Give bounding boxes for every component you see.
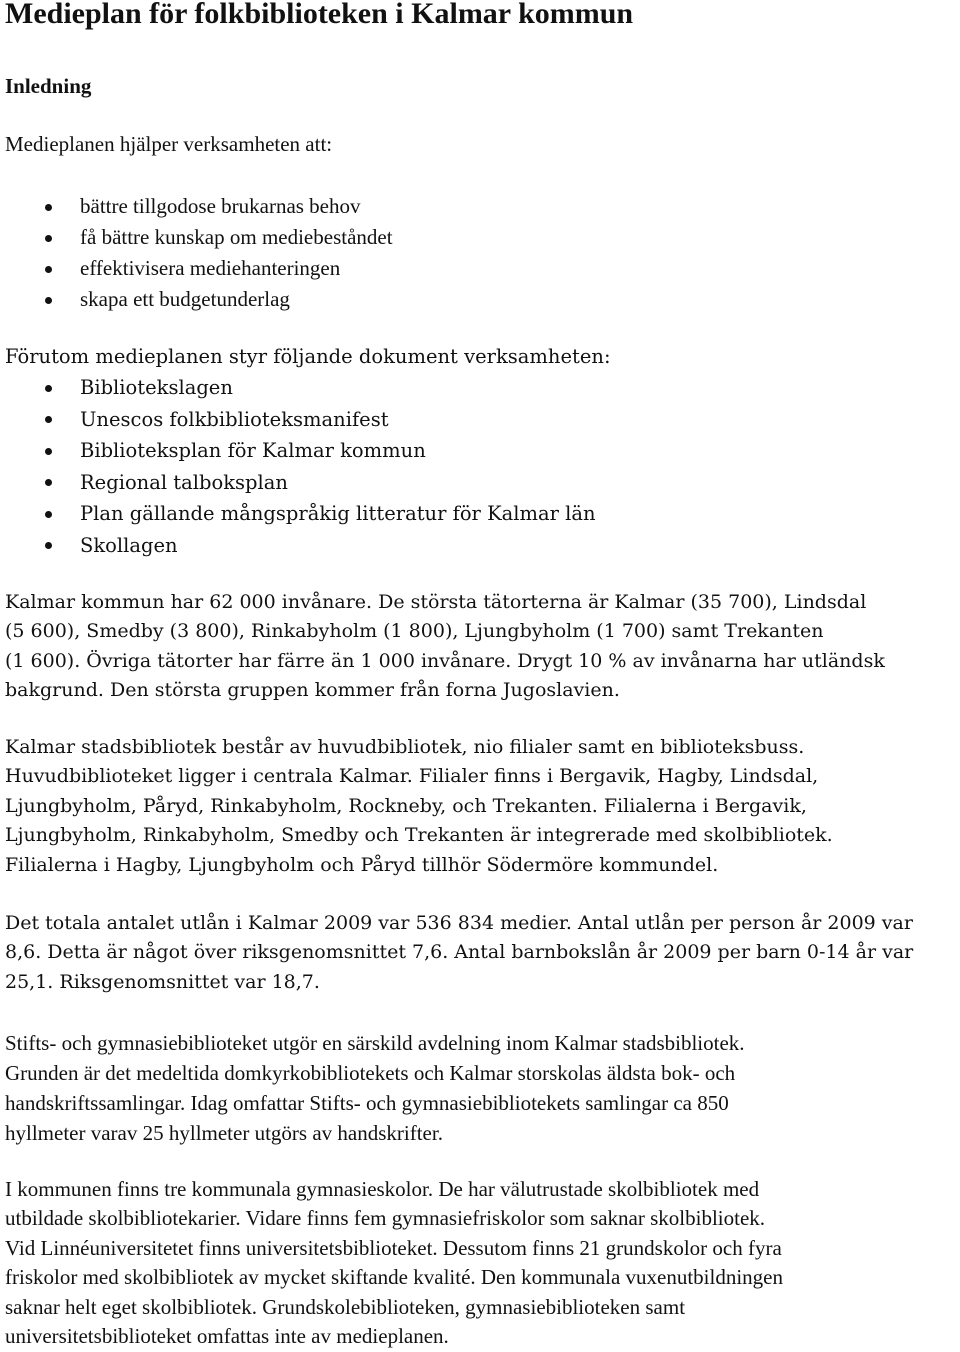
list-item bbox=[5, 435, 596, 467]
bullet-icon bbox=[45, 416, 52, 423]
paragraph-school-libraries bbox=[5, 1175, 960, 1351]
list-item bbox=[5, 467, 596, 499]
list-item-text: Biblioteksplan för Kalmar kommun bbox=[80, 439, 426, 462]
intro-paragraph: Medieplanen hjälper verksamheten att: bbox=[5, 132, 333, 156]
text-line: saknar helt eget skolbibliotek. Grundskolebiblioteken, gymnasiebiblioteken samt bbox=[5, 1294, 686, 1319]
text-line: Vid Linnéuniversitetet finns universitetsbiblioteket. Dessutom finns 21 grundskolor och fyra bbox=[5, 1235, 782, 1260]
steering-intro: Förutom medieplanen styr följande dokument verksamheten: bbox=[5, 345, 611, 368]
text-line: universitetsbiblioteket omfattas inte av medieplanen. bbox=[5, 1324, 449, 1349]
text-line: Ljungbyholm, Påryd, Rinkabyholm, Rockneby, och Trekanten. Filialerna i Bergavik, bbox=[5, 794, 807, 817]
list-item bbox=[5, 222, 393, 253]
text-line: handskriftssamlingar. Idag omfattar Stifts- och gymnasiebibliotekets samlingar ca 850 bbox=[5, 1091, 729, 1115]
text-line: Det totala antalet utlån i Kalmar 2009 var 536 834 medier. Antal utlån per person år 2009 var bbox=[5, 912, 913, 934]
bullet-icon bbox=[45, 204, 52, 211]
bullet-icon bbox=[45, 385, 52, 392]
text-line: Ljungbyholm, Rinkabyholm, Smedby och Trekanten är integrerade med skolbibliotek. bbox=[5, 824, 833, 847]
text-line: 25,1. Riksgenomsnittet var 18,7. bbox=[5, 970, 320, 993]
list-item bbox=[5, 253, 393, 284]
bullet-icon bbox=[45, 479, 52, 486]
list-item-text: effektivisera mediehanteringen bbox=[80, 256, 341, 280]
text-line: hyllmeter varav 25 hyllmeter utgörs av handskrifter. bbox=[5, 1121, 443, 1145]
section-heading: Inledning bbox=[5, 74, 92, 98]
list-item-text: Bibliotekslagen bbox=[80, 376, 233, 399]
text-line: I kommunen finns tre kommunala gymnasieskolor. De har välutrustade skolbibliotek med bbox=[5, 1177, 760, 1201]
list-item bbox=[5, 498, 596, 530]
list-item-text: få bättre kunskap om mediebeståndet bbox=[80, 225, 393, 249]
text-line: (1 600). Övriga tätorter har färre än 1 000 invånare. Drygt 10 % av invånarna har utländsk bbox=[5, 649, 885, 672]
goals-list bbox=[5, 191, 393, 315]
bullet-icon bbox=[45, 448, 52, 455]
bullet-icon bbox=[45, 511, 52, 518]
list-item bbox=[5, 530, 596, 562]
text-line: Stifts- och gymnasiebiblioteket utgör en särskild avdelning inom Kalmar stadsbibliotek. bbox=[5, 1031, 745, 1055]
list-item-text: skapa ett budgetunderlag bbox=[80, 287, 290, 311]
text-line: friskolor med skolbibliotek av mycket skiftande kvalité. Den kommunala vuxenutbildningen bbox=[5, 1265, 784, 1290]
text-line: Filialerna i Hagby, Ljungbyholm och Påryd tillhör Södermöre kommundel. bbox=[5, 853, 719, 876]
list-item-text: bättre tillgodose brukarnas behov bbox=[80, 194, 361, 218]
list-item-text: Skollagen bbox=[80, 533, 178, 557]
list-item bbox=[5, 372, 596, 404]
list-item-text: Plan gällande mångspråkig litteratur för Kalmar län bbox=[80, 502, 596, 525]
steering-docs-list bbox=[5, 372, 596, 561]
text-line: 8,6. Detta är något över riksgenomsnittet 7,6. Antal barnbokslån år 2009 per barn 0-14 år var bbox=[5, 941, 914, 964]
list-item-text: Regional talboksplan bbox=[80, 470, 288, 494]
paragraph-loan-statistics bbox=[5, 909, 960, 997]
text-line: Huvudbiblioteket ligger i centrala Kalmar. Filialer finns i Bergavik, Hagby, Lindsdal, bbox=[5, 765, 819, 788]
paragraph-stifts-library bbox=[5, 1028, 960, 1148]
bullet-icon bbox=[45, 542, 52, 549]
text-line: Kalmar kommun har 62 000 invånare. De största tätorterna är Kalmar (35 700), Lindsdal bbox=[5, 591, 867, 613]
bullet-icon bbox=[45, 297, 52, 304]
text-line: bakgrund. Den största gruppen kommer från forna Jugoslavien. bbox=[5, 679, 620, 702]
bullet-icon bbox=[45, 235, 52, 242]
paragraph-library-branches bbox=[5, 733, 960, 880]
document-title: Medieplan för folkbiblioteken i Kalmar kommun bbox=[5, 0, 634, 30]
list-item bbox=[5, 284, 393, 315]
text-line: (5 600), Smedby (3 800), Rinkabyholm (1 800), Ljungbyholm (1 700) samt Trekanten bbox=[5, 620, 824, 643]
list-item bbox=[5, 191, 393, 222]
list-item-text: Unescos folkbiblioteksmanifest bbox=[80, 407, 389, 431]
text-line: Kalmar stadsbibliotek består av huvudbibliotek, nio filialer samt en biblioteksbuss. bbox=[5, 736, 805, 758]
text-line: Grunden är det medeltida domkyrkobibliotekets och Kalmar storskolas äldsta bok- och bbox=[5, 1061, 736, 1085]
text-line: utbildade skolbibliotekarier. Vidare finns fem gymnasiefriskolor som saknar skolbibliotek. bbox=[5, 1206, 766, 1231]
list-item bbox=[5, 404, 596, 436]
paragraph-population bbox=[5, 588, 960, 706]
bullet-icon bbox=[45, 266, 52, 273]
